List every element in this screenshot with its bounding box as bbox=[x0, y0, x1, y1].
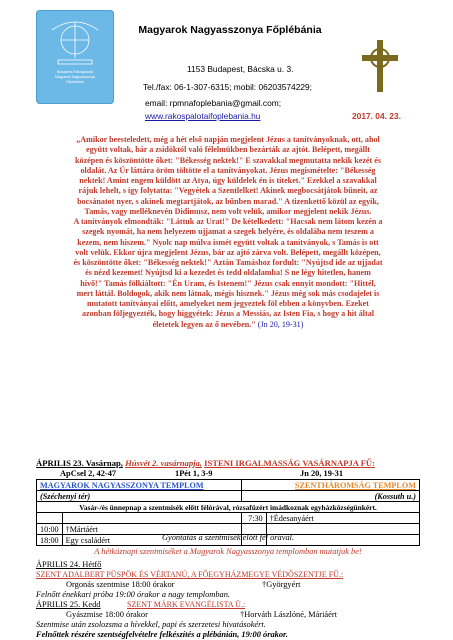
gospel-line: volt velük. Ekkor újra megjelent Jézus, bár az ajtó zárva volt. Belépett, megállt középen, bbox=[75, 247, 381, 257]
logo-line-3: Főplébánia bbox=[66, 80, 84, 84]
reading-1: ApCsel 2, 42-47 bbox=[60, 469, 117, 478]
gospel-line: kezem, nem hiszem." Nyolc nap múlva ismét együtt voltak a tanítványok, s Tamás is ott bbox=[77, 237, 379, 247]
sunday-date: ÁPRILIS 23. Vasárnap, bbox=[36, 458, 123, 468]
mass-time: 10:00 bbox=[37, 524, 63, 535]
day-intention: †Györgyért bbox=[262, 580, 301, 589]
gospel-line: mert láttál. Boldogok, akik nem látnak, mégis hisznek." Jézus még sok más csodajelet is bbox=[76, 288, 380, 298]
reading-2: 1Pét 1, 3-9 bbox=[175, 469, 213, 478]
reading-3: Jn 20, 19-31 bbox=[300, 469, 344, 478]
mass-time bbox=[37, 513, 63, 524]
logo-line-1: Budapest-Rákospalota bbox=[56, 70, 94, 74]
day-intention: †Horváth Lászlóné, Máriáért bbox=[240, 610, 337, 619]
gospel-line: azonban följegyezték, hogy higgyétek: Jézus a Messiás, az Isten Fia, s hogy a hit által bbox=[81, 309, 375, 319]
day-feast: SZENT ADALBERT PÜSPÖK ÉS VÉRTANÚ, A FŐEGYHÁZMEGYE VÉDŐSZENTJE FŰ.: bbox=[36, 570, 344, 579]
day-date: ÁPRILIS 24. Hétfő bbox=[36, 560, 102, 569]
gospel-line: Tamás, vagy melléknevén Didimusz, nem volt velük, amikor megjelent nekik Jézus. bbox=[84, 206, 372, 216]
parish-logo bbox=[36, 10, 114, 104]
gospel-line: oldalát. Az Úr láttára öröm töltötte el a tanítványokat. Jézus megismételte: "Békesség bbox=[80, 165, 376, 175]
gospel-text bbox=[36, 135, 420, 330]
day-note: Szentmise után zsolozsma a hívekkel, papi és szerzetesi hivatásokért. bbox=[36, 620, 266, 629]
gospel-line: nektek! Amint engem küldött az Atya, úgy küldelek én is titeket." Ezekkel a szavakkal bbox=[79, 176, 377, 185]
day-date: ÁPRILIS 25. Kedd bbox=[36, 600, 101, 609]
gospel-line: bocsánatot nyer, s akinek megtartjátok, az bűnben marad." A tizenkettő közül az egyik, bbox=[77, 196, 379, 206]
mass-time: 18:00 bbox=[37, 535, 63, 546]
church-emblem-icon bbox=[36, 10, 114, 104]
church-1-place: (Széchenyi tér) bbox=[37, 491, 242, 502]
day-note: Felnőtt énekkari próba 19:00 órakor a nagy templomban. bbox=[36, 590, 230, 599]
gospel-line: és köszöntötte őket: "Békesség nektek!" Aztán Tamáshoz fordult: "Nyújtsd ide az ujjadat bbox=[73, 258, 383, 267]
confession-notice: Gyóntatás a szentmisék előtt fél órával. bbox=[161, 533, 295, 542]
day-mass: Gyászmise 18:00 órakor bbox=[66, 610, 148, 619]
gospel-line-last bbox=[36, 320, 420, 330]
gospel-line: rájuk lehelt, s így folytatta: "Vegyétek a Szentlelket! Akinek megbocsátjátok bűneit, az bbox=[78, 186, 378, 196]
logo-line-2: Magyarok Nagyasszonya bbox=[54, 75, 96, 79]
gospel-line: középen és köszöntötte őket: "Békesség nektek!" E szavakkal megmutatta nekik kezét és bbox=[75, 155, 381, 165]
weekday-notice: A hétköznapi szentmiséket a Magyarok Nagyasszonya templomban mutatjuk be! bbox=[94, 547, 362, 556]
gospel-line: mutatott tanítványai előtt, amelyeket nem jegyeztek föl ebben a könyvben. Ezeket bbox=[87, 299, 369, 308]
sunday-feast: Húsvét 2. vasárnapja, bbox=[125, 458, 202, 468]
gospel-line: és nézd kezemet! Nyújtsd ki a kezedet és tedd oldalamba! S ne légy hitetlen, hanem bbox=[85, 268, 371, 278]
bulletin-date: 2017. 04. 23. bbox=[352, 111, 401, 121]
gospel-line: hívő!" Tamás fölkiáltott: "Én Uram, és Istenem!" Jézus csak ennyit mondott: "Hittél, bbox=[80, 278, 376, 288]
day-mass: Orgonás szentmise 18:00 órakor bbox=[66, 580, 175, 589]
church-2-name: SZENTHÁROMSÁG TEMPLOM bbox=[241, 480, 419, 491]
address: 1153 Budapest, Bácska u. 3. bbox=[187, 64, 294, 74]
email: email: rpmnafoplebania@gmail.com; bbox=[145, 98, 282, 108]
website-link[interactable]: www.rakospalotaifoplebania.hu bbox=[145, 111, 261, 121]
sunday-heading bbox=[36, 458, 420, 468]
gospel-line: szegek nyomát, ha nem helyezem ujjamat a szegek helyére, és oldalába nem teszem a bbox=[82, 227, 374, 237]
day-note: Felnőttek részére szentségfelvételre felkészítés a plébánián, 19:00 órakor. bbox=[36, 630, 288, 639]
church-2-place: (Kossuth u.) bbox=[241, 491, 419, 502]
mass-intention: †Mártáért bbox=[62, 524, 241, 535]
celtic-cross-icon bbox=[360, 40, 400, 97]
mass-intention: Egy családért bbox=[62, 535, 241, 546]
mass-intention: †Édesanyáért bbox=[266, 513, 419, 524]
sunday-title: ISTENI IRGALMASSÁG VASÁRNAPJA FŰ: bbox=[204, 458, 375, 468]
phone: Tel./fax: 06-1-307-6315; mobil: 06203574229; bbox=[143, 82, 313, 92]
gospel-line: együtt voltak, bár a zsidóktól való félelmükben bezárták az ajtót. Belépett, megállt bbox=[86, 145, 370, 155]
mass-intention bbox=[62, 513, 241, 524]
church-1-name: MAGYAROK NAGYASSZONYA TEMPLOM bbox=[37, 480, 242, 491]
day-feast: SZENT MÁRK EVANGÉLISTA Ü.: bbox=[127, 600, 246, 609]
rosary-note: Vasár-/és ünnepnap a szentmisék előtt félórával, rózsafüzért imádkoznak egyházközségünkért. bbox=[37, 502, 420, 513]
parish-name: Magyarok Nagyasszonya Főplébánia bbox=[138, 24, 322, 36]
table-row bbox=[37, 513, 420, 524]
gospel-line: életetek legyen az ő nevében." bbox=[152, 319, 256, 329]
gospel-line: A tanítványok elmondták: "Láttuk az Urat!" De kételkedett: "Hacsak nem látom kezén a bbox=[73, 217, 383, 226]
gospel-line: „Amikor beesteledett, még a hét első napján megjelent Jézus a tanítványoknak, ott, ahol bbox=[76, 135, 380, 144]
gospel-reference: (Jn 20, 19-31) bbox=[257, 319, 304, 329]
mass-time: 7:30 bbox=[241, 513, 266, 524]
